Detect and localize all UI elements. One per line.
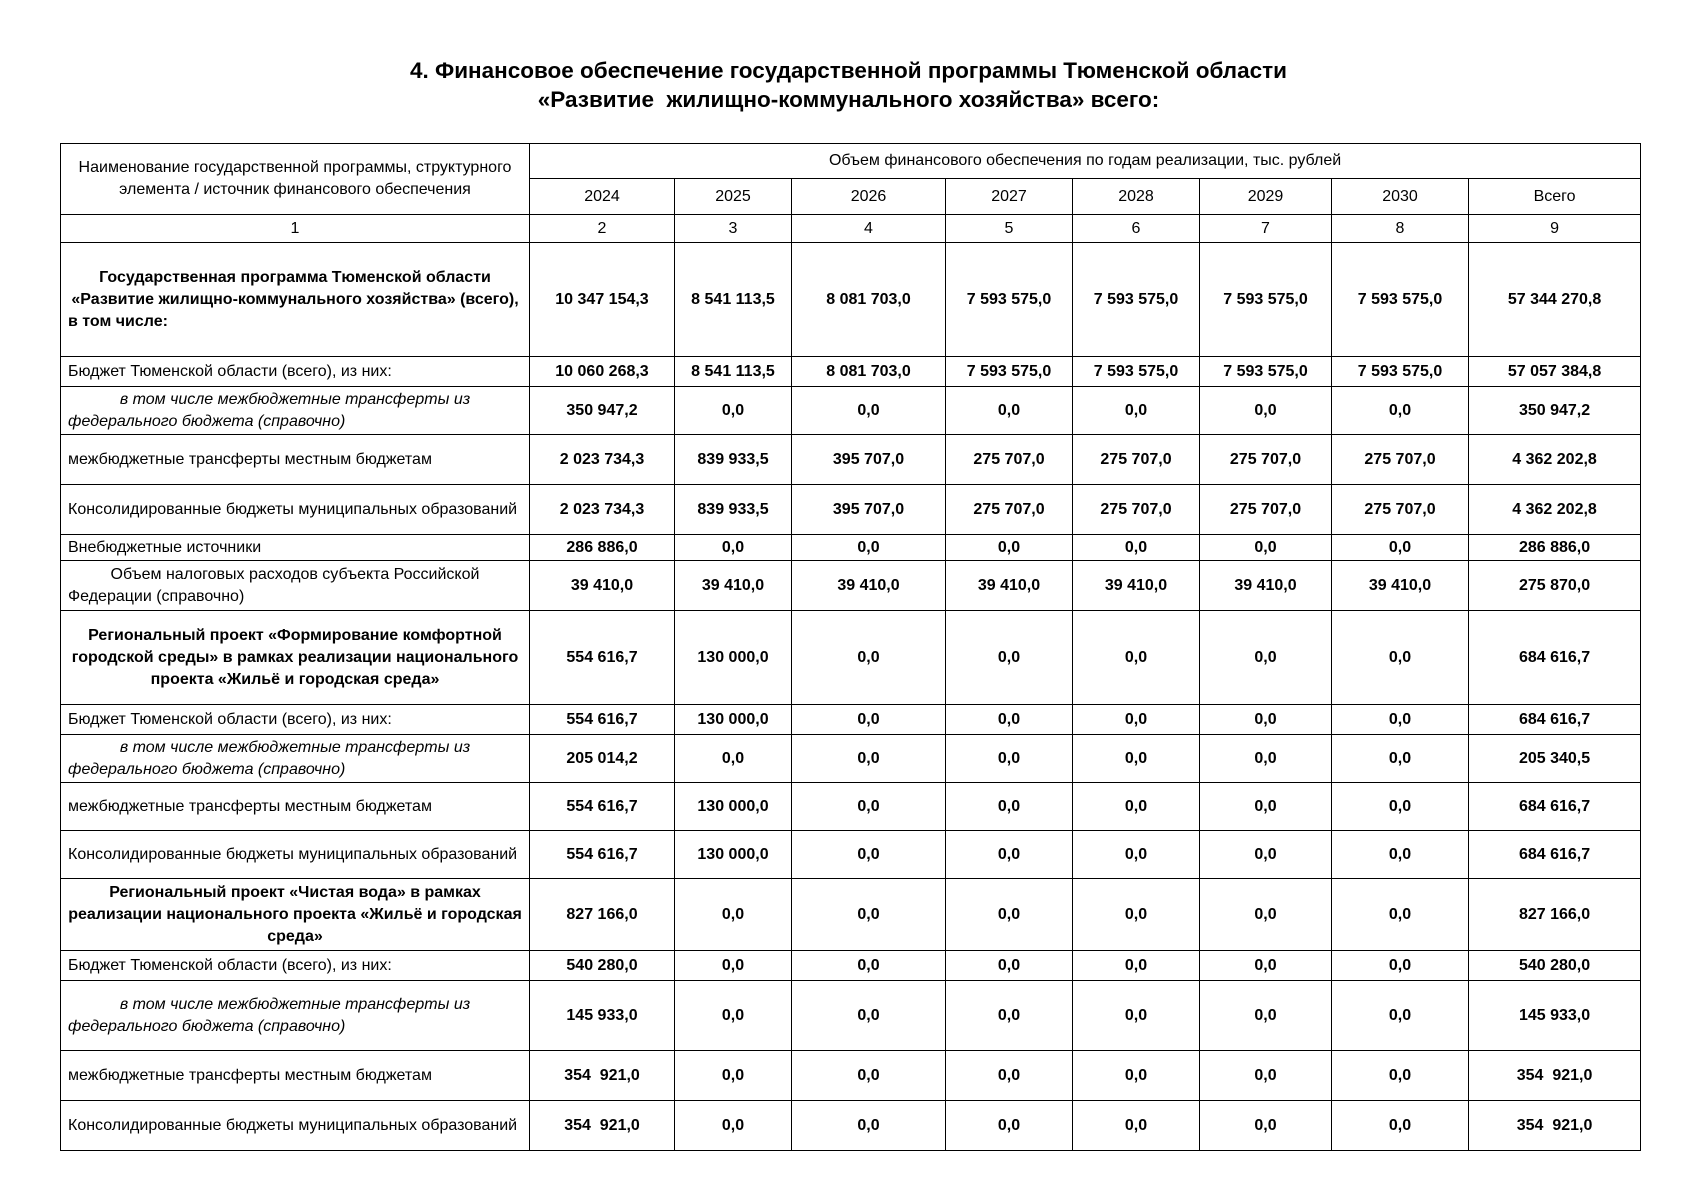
financing-table [60, 143, 1641, 1151]
row-year-value: 0,0 [1200, 1101, 1332, 1151]
row-total-value: 684 616,7 [1469, 831, 1641, 879]
row-year-value: 0,0 [792, 387, 946, 435]
row-year-value: 0,0 [946, 705, 1073, 735]
row-label: Бюджет Тюменской области (всего), из них: [61, 357, 530, 387]
row-year-value: 39 410,0 [1332, 561, 1469, 611]
row-label: межбюджетные трансферты местным бюджетам [61, 435, 530, 485]
row-year-value: 0,0 [1200, 387, 1332, 435]
row-year-value: 0,0 [675, 735, 792, 783]
header-year: 2025 [675, 179, 792, 215]
table-row [61, 1051, 1641, 1101]
row-year-value: 275 707,0 [1332, 485, 1469, 535]
row-year-value: 0,0 [946, 735, 1073, 783]
header-name-column: Наименование государственной программы, структурного элемента / источник финансового обеспечения [61, 144, 530, 215]
row-year-value: 130 000,0 [675, 705, 792, 735]
row-year-value: 275 707,0 [1200, 435, 1332, 485]
document-title [0, 56, 1697, 114]
row-label: Консолидированные бюджеты муниципальных образований [61, 1101, 530, 1151]
row-year-value: 0,0 [1200, 1051, 1332, 1101]
row-year-value: 275 707,0 [1073, 435, 1200, 485]
row-label: Объем налоговых расходов субъекта Российской Федерации (справочно) [61, 561, 530, 611]
header-year: 2026 [792, 179, 946, 215]
row-year-value: 0,0 [1073, 831, 1200, 879]
row-total-value: 4 362 202,8 [1469, 485, 1641, 535]
row-total-value: 205 340,5 [1469, 735, 1641, 783]
row-year-value: 7 593 575,0 [1332, 243, 1469, 357]
row-year-value: 0,0 [1332, 879, 1469, 951]
row-year-value: 0,0 [1073, 535, 1200, 561]
table-row [61, 831, 1641, 879]
row-label: межбюджетные трансферты местным бюджетам [61, 1051, 530, 1101]
row-year-value: 0,0 [1200, 981, 1332, 1051]
row-year-value: 10 347 154,3 [530, 243, 675, 357]
row-year-value: 130 000,0 [675, 611, 792, 705]
row-year-value: 8 081 703,0 [792, 243, 946, 357]
row-year-value: 0,0 [946, 387, 1073, 435]
row-year-value: 0,0 [1073, 1101, 1200, 1151]
table-row [61, 783, 1641, 831]
table-row [61, 535, 1641, 561]
row-label: в том числе межбюджетные трансферты из федерального бюджета (справочно) [61, 981, 530, 1051]
row-year-value: 0,0 [1073, 783, 1200, 831]
row-year-value: 0,0 [1200, 705, 1332, 735]
table-row [61, 561, 1641, 611]
title-line-2: «Развитие жилищно-коммунального хозяйства» всего: [537, 87, 1160, 112]
row-year-value: 2 023 734,3 [530, 435, 675, 485]
row-year-value: 0,0 [1332, 1101, 1469, 1151]
row-total-value: 286 886,0 [1469, 535, 1641, 561]
row-total-value: 354 921,0 [1469, 1051, 1641, 1101]
row-year-value: 0,0 [1073, 611, 1200, 705]
row-year-value: 275 707,0 [1332, 435, 1469, 485]
table-row [61, 243, 1641, 357]
row-total-value: 827 166,0 [1469, 879, 1641, 951]
row-year-value: 0,0 [675, 387, 792, 435]
row-year-value: 0,0 [1332, 1051, 1469, 1101]
row-year-value: 10 060 268,3 [530, 357, 675, 387]
row-year-value: 8 081 703,0 [792, 357, 946, 387]
row-label: межбюджетные трансферты местным бюджетам [61, 783, 530, 831]
row-year-value: 7 593 575,0 [1200, 357, 1332, 387]
row-year-value: 145 933,0 [530, 981, 675, 1051]
row-year-value: 0,0 [792, 1051, 946, 1101]
table-row [61, 485, 1641, 535]
row-year-value: 8 541 113,5 [675, 243, 792, 357]
row-year-value: 205 014,2 [530, 735, 675, 783]
row-year-value: 0,0 [1200, 831, 1332, 879]
header-year: 2028 [1073, 179, 1200, 215]
table-row [61, 705, 1641, 735]
row-total-value: 145 933,0 [1469, 981, 1641, 1051]
row-label: Внебюджетные источники [61, 535, 530, 561]
row-year-value: 0,0 [1073, 951, 1200, 981]
row-year-value: 7 593 575,0 [1200, 243, 1332, 357]
row-year-value: 130 000,0 [675, 831, 792, 879]
row-year-value: 0,0 [792, 611, 946, 705]
row-year-value: 0,0 [1332, 981, 1469, 1051]
row-year-value: 0,0 [1332, 831, 1469, 879]
table-row [61, 1101, 1641, 1151]
row-year-value: 0,0 [1332, 387, 1469, 435]
row-year-value: 7 593 575,0 [946, 243, 1073, 357]
row-year-value: 0,0 [1073, 981, 1200, 1051]
row-year-value: 0,0 [1200, 735, 1332, 783]
row-year-value: 0,0 [675, 1101, 792, 1151]
row-year-value: 0,0 [1073, 879, 1200, 951]
row-year-value: 0,0 [675, 1051, 792, 1101]
row-year-value: 39 410,0 [1200, 561, 1332, 611]
column-number: 9 [1469, 215, 1641, 243]
row-year-value: 0,0 [1200, 611, 1332, 705]
row-year-value: 39 410,0 [530, 561, 675, 611]
header-row-1 [61, 144, 1641, 179]
row-label: Консолидированные бюджеты муниципальных образований [61, 831, 530, 879]
row-total-value: 57 057 384,8 [1469, 357, 1641, 387]
header-year: 2027 [946, 179, 1073, 215]
row-year-value: 0,0 [792, 981, 946, 1051]
row-year-value: 0,0 [792, 783, 946, 831]
row-year-value: 0,0 [675, 879, 792, 951]
table-row [61, 435, 1641, 485]
row-label: в том числе межбюджетные трансферты из федерального бюджета (справочно) [61, 735, 530, 783]
row-year-value: 275 707,0 [946, 485, 1073, 535]
row-year-value: 0,0 [1332, 951, 1469, 981]
row-year-value: 0,0 [792, 735, 946, 783]
row-year-value: 839 933,5 [675, 485, 792, 535]
row-year-value: 354 921,0 [530, 1101, 675, 1151]
row-total-value: 57 344 270,8 [1469, 243, 1641, 357]
column-number: 6 [1073, 215, 1200, 243]
row-year-value: 0,0 [946, 981, 1073, 1051]
row-year-value: 0,0 [1200, 535, 1332, 561]
column-number: 4 [792, 215, 946, 243]
column-number: 2 [530, 215, 675, 243]
row-year-value: 554 616,7 [530, 611, 675, 705]
row-year-value: 7 593 575,0 [1332, 357, 1469, 387]
row-year-value: 0,0 [792, 535, 946, 561]
row-year-value: 39 410,0 [946, 561, 1073, 611]
row-year-value: 0,0 [946, 783, 1073, 831]
row-year-value: 0,0 [946, 535, 1073, 561]
row-label: Бюджет Тюменской области (всего), из них: [61, 705, 530, 735]
table-row [61, 387, 1641, 435]
row-year-value: 554 616,7 [530, 705, 675, 735]
row-year-value: 0,0 [792, 951, 946, 981]
row-year-value: 0,0 [675, 951, 792, 981]
row-year-value: 0,0 [1200, 783, 1332, 831]
row-label: Государственная программа Тюменской области «Развитие жилищно-коммунального хозяйства» (всего), в том числе: [61, 243, 530, 357]
row-year-value: 0,0 [792, 1101, 946, 1151]
column-number: 7 [1200, 215, 1332, 243]
row-total-value: 354 921,0 [1469, 1101, 1641, 1151]
row-year-value: 0,0 [1200, 951, 1332, 981]
row-year-value: 554 616,7 [530, 783, 675, 831]
row-total-value: 684 616,7 [1469, 705, 1641, 735]
row-year-value: 0,0 [1332, 705, 1469, 735]
column-number: 3 [675, 215, 792, 243]
header-row-column-numbers [61, 215, 1641, 243]
row-year-value: 0,0 [946, 1101, 1073, 1151]
row-year-value: 0,0 [1200, 879, 1332, 951]
row-year-value: 350 947,2 [530, 387, 675, 435]
row-year-value: 839 933,5 [675, 435, 792, 485]
row-year-value: 39 410,0 [675, 561, 792, 611]
header-year: 2030 [1332, 179, 1469, 215]
row-total-value: 4 362 202,8 [1469, 435, 1641, 485]
row-total-value: 684 616,7 [1469, 783, 1641, 831]
table-row [61, 357, 1641, 387]
row-year-value: 0,0 [946, 831, 1073, 879]
row-year-value: 0,0 [1332, 611, 1469, 705]
row-year-value: 39 410,0 [792, 561, 946, 611]
row-year-value: 0,0 [1073, 735, 1200, 783]
column-number: 8 [1332, 215, 1469, 243]
row-total-value: 350 947,2 [1469, 387, 1641, 435]
row-year-value: 0,0 [946, 879, 1073, 951]
row-total-value: 684 616,7 [1469, 611, 1641, 705]
row-label: Бюджет Тюменской области (всего), из них: [61, 951, 530, 981]
row-year-value: 130 000,0 [675, 783, 792, 831]
row-year-value: 275 707,0 [1073, 485, 1200, 535]
row-year-value: 0,0 [1073, 387, 1200, 435]
row-year-value: 7 593 575,0 [946, 357, 1073, 387]
row-year-value: 7 593 575,0 [1073, 357, 1200, 387]
row-year-value: 0,0 [1073, 705, 1200, 735]
table-row [61, 951, 1641, 981]
row-year-value: 0,0 [792, 879, 946, 951]
row-total-value: 540 280,0 [1469, 951, 1641, 981]
row-year-value: 2 023 734,3 [530, 485, 675, 535]
row-label: в том числе межбюджетные трансферты из федерального бюджета (справочно) [61, 387, 530, 435]
row-label: Региональный проект «Формирование комфортной городской среды» в рамках реализации национального проекта «Жильё и городская среда» [61, 611, 530, 705]
row-year-value: 39 410,0 [1073, 561, 1200, 611]
header-year: 2029 [1200, 179, 1332, 215]
row-year-value: 0,0 [1332, 535, 1469, 561]
header-year: 2024 [530, 179, 675, 215]
row-year-value: 395 707,0 [792, 485, 946, 535]
row-year-value: 395 707,0 [792, 435, 946, 485]
row-label: Консолидированные бюджеты муниципальных образований [61, 485, 530, 535]
column-number: 1 [61, 215, 530, 243]
row-year-value: 0,0 [1332, 735, 1469, 783]
row-year-value: 0,0 [792, 831, 946, 879]
row-year-value: 7 593 575,0 [1073, 243, 1200, 357]
row-year-value: 0,0 [1332, 783, 1469, 831]
row-year-value: 0,0 [946, 611, 1073, 705]
header-total: Всего [1469, 179, 1641, 215]
row-year-value: 827 166,0 [530, 879, 675, 951]
row-year-value: 0,0 [946, 951, 1073, 981]
row-year-value: 0,0 [675, 535, 792, 561]
table-row [61, 611, 1641, 705]
row-total-value: 275 870,0 [1469, 561, 1641, 611]
table-row [61, 735, 1641, 783]
row-year-value: 8 541 113,5 [675, 357, 792, 387]
row-year-value: 0,0 [675, 981, 792, 1051]
row-year-value: 275 707,0 [1200, 485, 1332, 535]
row-year-value: 554 616,7 [530, 831, 675, 879]
row-year-value: 0,0 [1073, 1051, 1200, 1101]
row-year-value: 354 921,0 [530, 1051, 675, 1101]
row-year-value: 275 707,0 [946, 435, 1073, 485]
table-row [61, 879, 1641, 951]
title-line-1: 4. Финансовое обеспечение государственной программы Тюменской области [410, 58, 1287, 83]
row-label: Региональный проект «Чистая вода» в рамках реализации национального проекта «Жильё и городская среда» [61, 879, 530, 951]
row-year-value: 0,0 [792, 705, 946, 735]
table-row [61, 981, 1641, 1051]
column-number: 5 [946, 215, 1073, 243]
row-year-value: 540 280,0 [530, 951, 675, 981]
header-volume: Объем финансового обеспечения по годам реализации, тыс. рублей [530, 144, 1641, 179]
row-year-value: 286 886,0 [530, 535, 675, 561]
row-year-value: 0,0 [946, 1051, 1073, 1101]
